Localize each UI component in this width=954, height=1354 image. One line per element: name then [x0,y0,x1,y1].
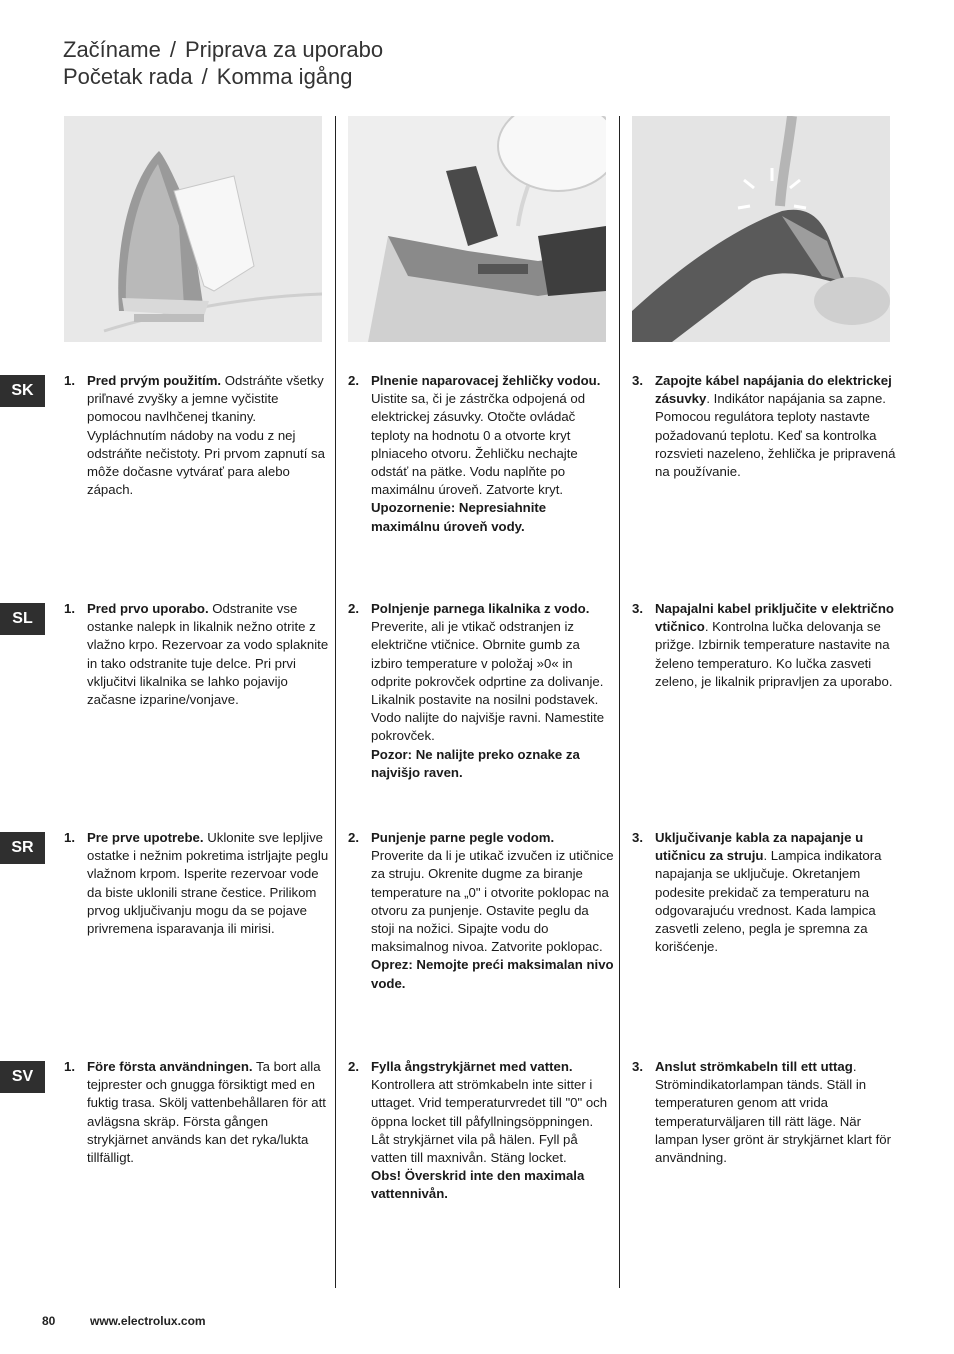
step-title: Före första användningen. [87,1059,253,1074]
step-body [655,372,898,481]
power-cord-illustration [632,116,890,342]
step-number: 1. [64,601,75,616]
step-text: Preverite, ali je vtikač odstranjen iz električne vtičnice. Obrnite gumb za izbiro temperature v položaj »0« in odprite pokrovček odprtine za dolivanje. Likalnik postavite na nosilni podstavek. Vodo nalijte do najvišje ravni. Namestite pokrovček. [371,619,605,744]
water-filling-illustration [348,116,606,342]
step-number: 3. [632,1059,643,1074]
column-divider [619,116,620,1288]
step-text: Odstranite vse ostanke nalepk in likalnik nežno otrite z vlažno krpo. Rezervoar za vodo splaknite in tako odstranite tuje delce. Pri prvi vključitvi likalnika se lahko pojavijo začasne izparine/vonjave. [87,601,329,708]
step-body [371,829,614,993]
step-body [87,829,330,938]
step-body [371,600,614,782]
step-warning: Pozor: Ne nalijte preko oznake za najvišjo raven. [371,746,580,780]
page-title [63,36,383,90]
step-text: Uistite sa, či je zástrčka odpojená od elektrickej zásuvky. Otočte ovládač teploty na hodnotu 0 a otvorte kryt plniaceho otvoru. Žehličku nechajte odstáť na pätke. Vodu naplňte po maximálnu úroveň. Zatvorte kryt. [371,391,586,498]
step-text: Proverite da li je utikač izvučen iz utičnice za struju. Okrenite dugme za biranje temperature na „0" i otvorite poklopac na otvoru za punjenje. Ostavite peglu da stoji na nožici. Sipajte vodu do maksimalnog nivoa. Zatvorite poklopac. [371,848,614,955]
step-title: Punjenje parne pegle vodom. [371,830,555,845]
step-body [87,372,330,499]
title-sr: Početak rada [63,64,193,89]
step-warning: Upozornenie: Nepresiahnite maximálnu úroveň vody. [371,500,547,534]
step-title: Fylla ångstrykjärnet med vatten. [371,1059,573,1074]
step-title: Pre prve upotrebe. [87,830,204,845]
power-cord-image [632,116,890,342]
step-title: Pred prvo uporabo. [87,601,209,616]
step-number: 3. [632,601,643,616]
step-title: Anslut strömkabeln till ett uttag [655,1059,853,1074]
step-title: Pred prvým použitím. [87,373,222,388]
iron-cloth-illustration [64,116,322,342]
step-number: 3. [632,830,643,845]
step-number: 1. [64,830,75,845]
step-text: . Kontrolna lučka delovanja se prižge. Izbirnik temperature nastavite na želeno temperaturo. Ko lučka zasveti zeleno, je likalnik pripravljen za uporabo. [655,619,893,689]
step-number: 2. [348,1059,359,1074]
step-text: Uklonite sve lepljive ostatke i nežnim pokretima istrljajte peglu vlažnom krpom. Isperite rezervoar vode da biste uklonili strane čestice. Prilikom prvog uključivanju mogu da se pojave privremena isparavanja ili mirisi. [87,830,329,937]
step-body [87,1058,330,1167]
step-body [655,829,898,956]
step-title: Uključivanje kabla za napajanje u utičnicu za struju [655,830,864,864]
step-number: 3. [632,373,643,388]
water-filling-image [348,116,606,342]
title-line-1 [63,36,383,63]
step-warning: Oprez: Nemojte preći maksimalan nivo vode. [371,957,614,991]
language-tab-sv: SV [0,1061,45,1093]
step-text: . Indikátor napájania sa zapne. Pomocou regulátora teploty nastavte požadovanú teplotu. Keď sa kontrolka rozsvieti nazeleno, žehlička je pripravená na používanie. [655,391,896,480]
column-divider [335,116,336,1288]
step-title: Polnjenje parnega likalnika z vodo. [371,601,590,616]
step-number: 1. [64,373,75,388]
page-number: 80 [42,1314,56,1328]
step-title: Napajalni kabel priključite v električno vtičnico [655,601,894,635]
title-sv: Komma igång [216,64,353,89]
iron-cloth-image [64,116,322,342]
step-title: Zapojte kábel napájania do elektrickej zásuvky [655,373,892,407]
website-link[interactable]: www.electrolux.com [90,1314,206,1328]
step-number: 1. [64,1059,75,1074]
step-number: 2. [348,601,359,616]
step-text: . Lampica indikatora napajanja se uključuje. Okretanjem podesite prekidač za temperaturu na odgovarajuću vrednost. Kada lampica zasvetli zeleno, pegla je spremna za korišćenje. [655,848,882,955]
title-separator: / [169,37,176,62]
title-sk: Začíname [63,37,161,62]
step-text: Ta bort alla tejprester och gnugga försiktigt med en fuktig trasa. Skölj vattenbehållaren för att avlägsna skräp. Första gången strykjärnet används kan det ryka/lukta tillfälligt. [87,1059,326,1166]
step-body [371,372,614,536]
language-tab-sk: SK [0,375,45,407]
step-body [655,1058,898,1167]
step-text: Odstráňte všetky priľnavé zvyšky a jemne vyčistite pomocou navlhčenej tkaniny. Vypláchnutím nádoby na vodu z nej odstráňte nečistoty. Pri prvom zapnutí sa môže dočasne vytvárať para alebo zápach. [87,373,325,498]
language-tab-sr: SR [0,832,45,864]
step-warning: Obs! Överskrid inte den maximala vattennivån. [371,1168,585,1202]
step-text: . Strömindikatorlampan tänds. Ställ in temperaturen genom att vrida temperaturväljaren till rätt läge. När lampan lyser grönt är strykjärnet klart för användning. [655,1059,891,1166]
step-title: Plnenie naparovacej žehličky vodou. [371,373,601,388]
step-number: 2. [348,373,359,388]
step-number: 2. [348,830,359,845]
step-body [87,600,330,709]
title-sl: Priprava za uporabo [184,37,384,62]
step-body [371,1058,614,1204]
step-text: Kontrollera att strömkabeln inte sitter i uttaget. Vrid temperaturvredet till "0" och öppna locket till påfyllningsöppningen. Låt strykjärnet vila på hälen. Fyll på vatten till maxnivån. Stäng locket. [371,1077,608,1166]
title-separator: / [201,64,208,89]
language-tab-sl: SL [0,603,45,635]
step-body [655,600,898,691]
title-line-2 [63,63,383,90]
